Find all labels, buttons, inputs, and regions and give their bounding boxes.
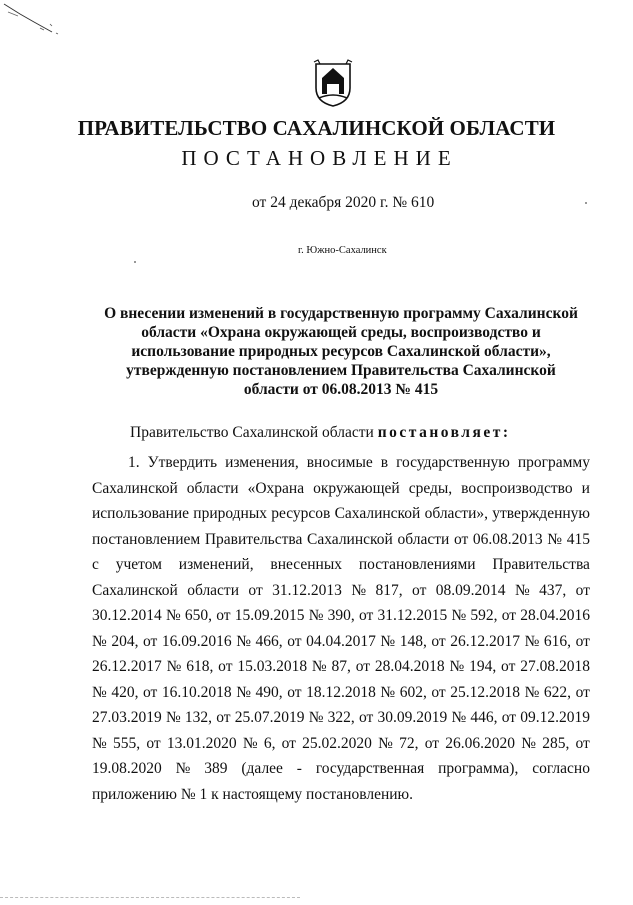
body-word: 26.12.2017 [92,658,162,675]
body-word: 13.01.2020 [166,734,237,752]
body-word: от [431,632,446,650]
body-line [92,705,590,731]
body-word: приложению № 1 к настоящему постановлению. [92,785,413,803]
body-word: природных [193,505,268,522]
body-word: № [242,734,258,752]
body-word: 31.12.2015 [377,607,448,624]
body-word: № [451,709,467,726]
body-word: 27.08.2018 [520,658,590,675]
document-subject [96,304,586,399]
body-word: от [501,658,516,675]
body-word: № [308,709,324,726]
body-word: изменения, [225,454,299,471]
subject-line: утвержденную постановлением Правительства Сахалинской [126,362,556,379]
body-word: области [397,530,450,548]
body-word: Сахалинской [307,530,393,548]
subject-line: О внесении изменений в государственную программу Сахалинской [104,305,578,322]
subject-line: области от 06.08.2013 № 415 [243,381,439,398]
body-line [92,527,590,553]
body-word: и [581,479,590,497]
body-word: - [296,760,302,777]
body-word: 25.12.2018 [450,683,521,701]
body-word: 415 [566,530,590,548]
body-word: Правительства [492,556,590,573]
body-word: 650, [184,607,213,624]
scan-speck [585,202,587,204]
body-word: № [351,581,367,599]
body-word: области [187,581,240,599]
coat-of-arms-icon [312,58,354,108]
body-word: от [287,683,302,701]
body-word: № [514,581,530,599]
document-type-title: ПОСТАНОВЛЕНИЕ [181,146,458,170]
body-word: от [143,632,158,650]
body-word: 817, [375,581,403,599]
body-word: воспроизводство [461,479,573,497]
body-word: 204, [111,632,139,650]
body-word: 19.08.2020 [92,760,162,777]
body-word: 622, [543,683,572,701]
body-word: 592, [470,607,498,624]
body-word: № [236,632,251,650]
body-word: Сахалинской [334,505,421,522]
body-word: вносимые [306,454,373,471]
body-word: внесенных [270,556,343,573]
body-word: 28.04.2016 [520,607,590,624]
scan-speck [134,261,136,263]
body-text [92,450,590,807]
body-word: от [248,581,263,599]
subject-line: использование природных ресурсов Сахалинской области», [131,343,551,360]
body-word: 602, [399,683,427,701]
body-word: № [380,683,396,701]
scan-bottom-edge [0,897,300,899]
body-line [92,603,590,629]
body-word: № [451,607,467,624]
scan-corner-mark [0,0,70,40]
body-word: 420, [111,683,139,701]
body-line [92,629,590,655]
preamble [130,424,511,442]
body-word: 1. [128,454,140,471]
body-word: согласно [532,760,590,777]
body-word: 389 [204,760,228,777]
body-word: области», [424,505,489,522]
body-word: от [431,683,446,701]
body-word: № [166,658,182,675]
body-word: № [378,734,393,752]
body-word: Сахалинской [92,479,178,497]
body-word: 04.04.2017 [306,632,376,650]
body-word: Утвердить [147,454,218,471]
body-word: № [236,683,251,701]
body-word: 26.12.2017 [450,632,521,650]
body-word: области [186,479,239,497]
body-word: программа), [438,760,519,777]
body-word: 466, [255,632,283,650]
body-word: № [92,632,107,650]
body-word: 194, [469,658,497,675]
body-word: 15.09.2015 [234,607,305,624]
body-line [92,731,590,757]
preamble-lead: Правительство Сахалинской области [130,424,378,441]
body-word: использование [92,505,190,522]
body-word: с [92,556,99,573]
body-word: № [92,683,107,701]
body-word: утвержденную [492,505,590,522]
body-word: постановлением [92,530,201,548]
body-word: 30.09.2019 [377,709,448,726]
body-word: от [216,709,231,726]
body-word: 25.07.2019 [234,709,305,726]
body-word: изменений, [178,556,254,573]
body-word: 616, [543,632,572,650]
body-word: 15.03.2018 [237,658,308,675]
body-line [92,501,590,527]
body-line [92,756,590,782]
body-word: 09.12.2019 [520,709,590,726]
body-word: 285, [542,734,570,752]
body-word: 28.04.2018 [374,658,445,675]
body-word: государственная [315,760,425,777]
body-word: (далее [241,760,283,777]
body-word: Правительства [204,530,303,548]
body-word: 30.12.2014 [92,607,162,624]
body-word: № [524,683,540,701]
body-word: от [501,709,517,726]
body-word: № [524,632,540,650]
body-word: от [575,683,590,701]
body-word: 16.09.2016 [161,632,232,650]
body-word: 132, [184,709,213,726]
body-word: № [165,607,181,624]
body-word: 87, [331,658,351,675]
body-word: постановлениями [358,556,476,573]
body-word: от [287,632,302,650]
body-word: от [355,658,371,675]
body-word: 555, [113,734,141,752]
body-word: 618, [186,658,214,675]
issuing-city: г. Южно-Сахалинск [298,245,387,256]
body-word: 08.09.2014 [435,581,506,599]
body-word: от [281,734,296,752]
preamble-verb: постановляет: [377,424,511,441]
body-word: учетом [115,556,162,573]
body-word: в [380,454,389,471]
body-word: 72, [399,734,419,752]
body-word: от [575,632,590,650]
body-word: 27.03.2019 [92,709,162,726]
body-word: 446, [470,709,498,726]
body-word: от [143,683,158,701]
body-line [92,578,590,604]
body-word: от [358,709,374,726]
body-line [92,552,590,578]
body-word: 25.02.2020 [302,734,372,752]
body-word: Сахалинской [92,581,178,599]
document-date-number: от 24 декабря 2020 г. № 610 [252,194,435,211]
body-word: от [453,530,469,548]
body-word: среды, [408,479,453,497]
body-word: от [146,734,161,752]
body-word: 26.06.2020 [445,734,515,752]
body-word: 437, [539,581,567,599]
body-word: № [380,632,396,650]
body-word: № [521,734,536,752]
body-word: от [412,581,427,599]
body-line [92,476,590,502]
body-line [92,450,590,476]
body-word: от [216,607,231,624]
body-word: от [575,581,590,599]
body-line [92,782,590,808]
body-word: от [218,658,233,675]
body-word: 6, [263,734,276,752]
body-word: ресурсов [271,505,331,522]
body-word: 06.08.2013 [472,530,543,548]
body-word: от [575,734,590,752]
body-word: 148, [399,632,427,650]
body-word: от [358,607,374,624]
body-word: окружающей [313,479,400,497]
body-word: № [308,607,324,624]
body-word: от [424,734,440,752]
body-word: 390, [327,607,355,624]
body-word: программу [517,454,590,471]
body-word: № [449,658,465,675]
body-word: 322, [327,709,355,726]
body-word: «Охрана [247,479,305,497]
body-word: 16.10.2018 [161,683,232,701]
body-word: № [165,709,181,726]
body-word: 31.12.2013 [272,581,342,599]
body-line [92,680,590,706]
body-word: 18.12.2018 [306,683,376,701]
government-title: ПРАВИТЕЛЬСТВО САХАЛИНСКОЙ ОБЛАСТИ [77,116,556,140]
body-word: № [92,734,107,752]
body-word: от [501,607,517,624]
body-word: № [175,760,191,777]
body-word: 490, [255,683,283,701]
subject-line: области «Охрана окружающей среды, воспроизводство и [141,324,541,341]
body-word: № [311,658,327,675]
body-line [92,654,590,680]
body-word: государственную [396,454,510,471]
body-word: № [547,530,563,548]
